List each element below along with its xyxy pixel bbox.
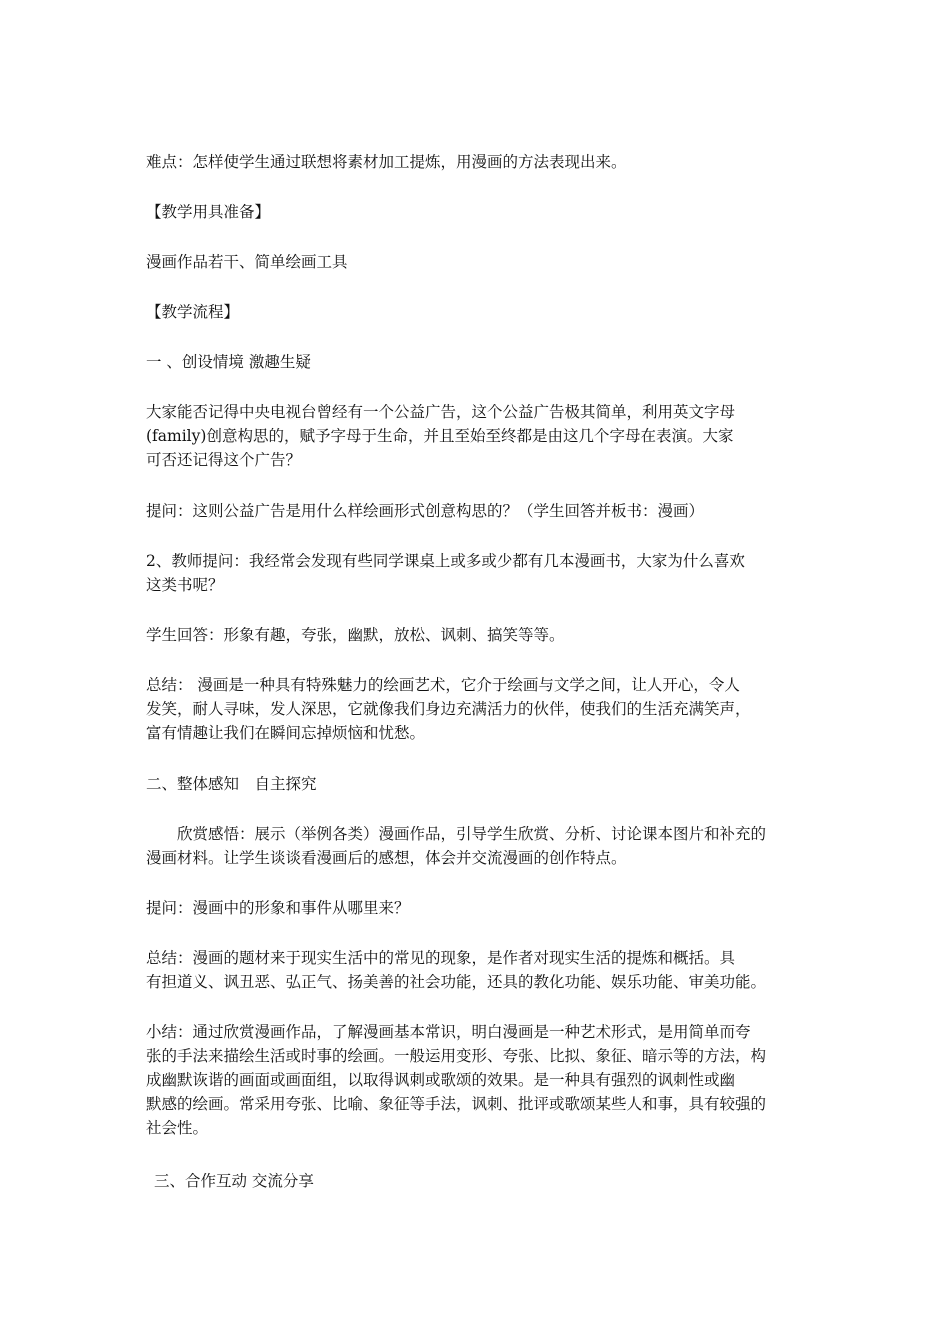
teaching-tools-paragraph: [146, 250, 816, 274]
text-line: 提问：这则公益广告是用什么样绘画形式创意构思的？（学生回答并板书：漫画）: [146, 502, 705, 520]
appreciation-paragraph: [146, 822, 816, 870]
text-line: 【教学流程】: [146, 303, 240, 321]
text-line: 总结：漫画的题材来于现实生活中的常见的现象，是作者对现实生活的提炼和概括。具: [146, 949, 736, 967]
step-three-heading: [154, 1169, 824, 1193]
text-line: 富有情趣让我们在瞬间忘掉烦恼和忧愁。: [146, 724, 426, 742]
text-line: 一 、创设情境 激趣生疑: [146, 353, 311, 371]
question-source-paragraph: [146, 896, 816, 920]
text-line: 社会性。: [146, 1119, 209, 1137]
text-line: 学生回答：形象有趣，夸张，幽默，放松、讽刺、搞笑等等。: [146, 626, 565, 644]
student-answer-paragraph: [146, 623, 816, 647]
text-line: 难点：怎样使学生通过联想将素材加工提炼，用漫画的方法表现出来。: [146, 153, 627, 171]
text-line: 二、整体感知 自主探究: [146, 775, 317, 793]
text-line: 有担道义、讽丑恶、弘正气、扬美善的社会功能，还具的教化功能、娱乐功能、审美功能。: [146, 973, 767, 991]
text-line: 这类书呢？: [146, 576, 224, 594]
text-line: 2、教师提问：我经常会发现有些同学课桌上或多或少都有几本漫画书，大家为什么喜欢: [146, 552, 745, 570]
text-line: 小结：通过欣赏漫画作品，了解漫画基本常识，明白漫画是一种艺术形式，是用简单而夸: [146, 1023, 751, 1041]
document-page: [146, 0, 816, 1344]
teacher-question-paragraph: [146, 549, 816, 597]
text-line: 漫画作品若干、简单绘画工具: [146, 253, 348, 271]
text-line: 发笑，耐人寻味，发人深思，它就像我们身边充满活力的伙伴，使我们的生活充满笑声，: [146, 700, 751, 718]
summary-paragraph: [146, 673, 816, 745]
ad-intro-paragraph: [146, 400, 816, 472]
text-line: 成幽默诙谐的画面或画面组，以取得讽刺或歌颂的效果。是一种具有强烈的讽刺性或幽: [146, 1071, 736, 1089]
text-line: 大家能否记得中央电视台曾经有一个公益广告，这个公益广告极其简单，利用英文字母: [146, 403, 736, 421]
text-line: 总结： 漫画是一种具有特殊魅力的绘画艺术，它介于绘画与文学之间，让人开心，令人: [146, 676, 740, 694]
summary-theme-paragraph: [146, 946, 816, 994]
difficulty-paragraph: [146, 150, 816, 174]
text-line: 默感的绘画。常采用夸张、比喻、象征等手法，讽刺、批评或歌颂某些人和事，具有较强的: [146, 1095, 767, 1113]
text-line: 提问：漫画中的形象和事件从哪里来？: [146, 899, 410, 917]
text-line: (family)创意构思的，赋予字母于生命，并且至始至终都是由这几个字母在表演。大家: [146, 427, 734, 445]
section-heading-teaching-tools: [146, 200, 816, 224]
text-line: 张的手法来描绘生活或时事的绘画。一般运用变形、夸张、比拟、象征、暗示等的方法，构: [146, 1047, 767, 1065]
section-heading-teaching-process: [146, 300, 816, 324]
text-line: 可否还记得这个广告？: [146, 451, 302, 469]
text-line: 漫画材料。让学生谈谈看漫画后的感想，体会并交流漫画的创作特点。: [146, 849, 627, 867]
text-line: 欣赏感悟：展示（举例各类）漫画作品，引导学生欣赏、分析、讨论课本图片和补充的: [177, 825, 767, 843]
question-paragraph: [146, 499, 816, 523]
text-line: 三、合作互动 交流分享: [154, 1172, 314, 1190]
step-two-heading: [146, 772, 816, 796]
step-one-heading: [146, 350, 816, 374]
text-line: 【教学用具准备】: [146, 203, 271, 221]
conclusion-paragraph: [146, 1020, 816, 1140]
